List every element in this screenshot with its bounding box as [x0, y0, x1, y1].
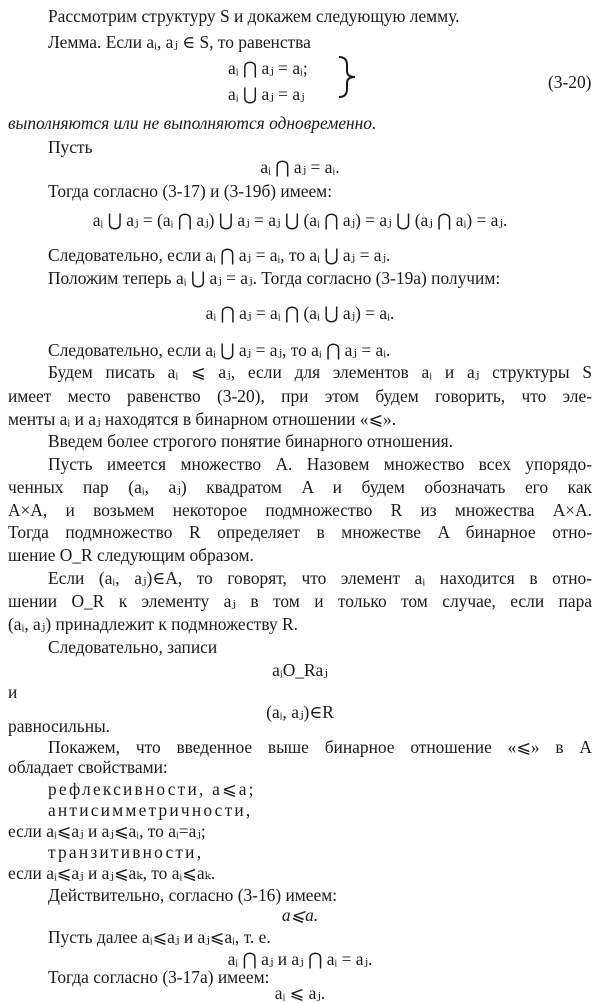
text-line: Будем писать aᵢ ⩽ aⱼ, если для элементов aᵢ и aⱼ структуры S	[48, 362, 592, 382]
text-line: Пусть далее aᵢ⩽aⱼ и aⱼ⩽aᵢ, т. е.	[48, 927, 271, 947]
equation-line: aᵢ ⋂ aⱼ и aⱼ ⋂ aᵢ = aⱼ.	[227, 949, 373, 969]
equation-line: aᵢ ⋃ aⱼ = (aᵢ ⋂ aⱼ) ⋃ aⱼ = aⱼ ⋃ (aᵢ ⋂ aⱼ) = aⱼ ⋃ (aⱼ ⋂ aᵢ) = aⱼ.	[92, 210, 508, 230]
property-reflexivity: рефлексивности, a⩽a;	[48, 779, 256, 799]
property-antisymmetry: антисимметричности,	[48, 800, 253, 820]
equation-line: aᵢ ⋂ aⱼ = aᵢ ⋂ (aᵢ ⋃ aⱼ) = aᵢ.	[205, 303, 395, 323]
text-line: Если (aᵢ, aⱼ)∈A, то говорят, что элемент aᵢ находится в отно-	[48, 568, 592, 588]
text-line: менты aᵢ и aⱼ находятся в бинарном отношении «⩽».	[8, 409, 397, 429]
text-line: Тогда согласно (3-17) и (3-19б) имеем:	[48, 181, 333, 201]
text-line: Следовательно, если aᵢ ⋃ aⱼ = aⱼ, то aᵢ ⋂ aⱼ = aᵢ.	[48, 340, 391, 360]
text-line: A×A, и возьмем некоторое подмножество R из множества A×A.	[8, 500, 592, 520]
equation-line: aᵢ ⩽ aⱼ.	[274, 983, 326, 1003]
text-line: шение O_R следующим образом.	[8, 545, 254, 565]
text-line: Пусть имеется множество A. Назовем множество всех упорядо-	[48, 454, 592, 474]
text-line: и	[8, 682, 18, 702]
text-line: имеет место равенство (3-20), при этом будем говорить, что эле-	[8, 386, 592, 406]
text-line: обладает свойствами:	[8, 757, 168, 777]
property-transitivity: транзитивности,	[48, 842, 204, 862]
text-line: ченных пар (aᵢ, aⱼ) квадратом A и будем обозначать его как	[8, 477, 592, 497]
text-line: Тогда подмножество R определяет в множестве A бинарное отно-	[8, 522, 592, 542]
lemma-statement: Лемма. Если aᵢ, aⱼ ∈ S, то равенства	[48, 32, 311, 52]
text-line: равносильны.	[8, 716, 111, 736]
equation-line: aᵢO_Raⱼ	[272, 660, 328, 680]
equation-line: (aᵢ, aⱼ)∈R	[266, 702, 334, 722]
text-line: Положим теперь aᵢ ⋃ aⱼ = aⱼ. Тогда согласно (3-19а) получим:	[48, 268, 501, 288]
text-line: Введем более строгого понятие бинарного отношения.	[48, 431, 453, 451]
text-line: выполняются или не выполняются одновременно.	[8, 113, 377, 133]
text-line: если aᵢ⩽aⱼ и aⱼ⩽aᵢ, то aᵢ=aⱼ;	[8, 821, 206, 841]
equation-line: aᵢ ⋂ aⱼ = aᵢ;	[228, 58, 308, 78]
text-line: (aᵢ, aⱼ) принадлежит к подмножеству R.	[8, 614, 298, 634]
text-line: Действительно, согласно (3-16) имеем:	[48, 885, 338, 905]
text-line: Пусть	[48, 137, 93, 157]
text-line: Покажем, что введенное выше бинарное отношение «⩽» в A	[48, 737, 592, 757]
text-line: Тогда согласно (3-17а) имеем:	[48, 967, 270, 987]
equation-number: (3-20)	[548, 72, 592, 92]
curly-brace-icon	[335, 55, 361, 99]
text-line: Следовательно, записи	[48, 637, 218, 657]
text-line: шении O_R к элементу aⱼ в том и только том случае, если пара	[8, 591, 592, 611]
text-line: Рассмотрим структуру S и докажем следующую лемму.	[48, 6, 460, 26]
text-line: Следовательно, если aᵢ ⋂ aⱼ = aᵢ, то aᵢ ⋃ aⱼ = aⱼ.	[48, 245, 391, 265]
equation-line: a⩽a.	[281, 905, 319, 925]
equation-line: aᵢ ⋂ aⱼ = aᵢ.	[260, 157, 340, 177]
text-line: если aᵢ⩽aⱼ и aⱼ⩽aₖ, то aᵢ⩽aₖ.	[8, 863, 216, 883]
equation-line: aᵢ ⋃ aⱼ = aⱼ	[228, 84, 305, 104]
